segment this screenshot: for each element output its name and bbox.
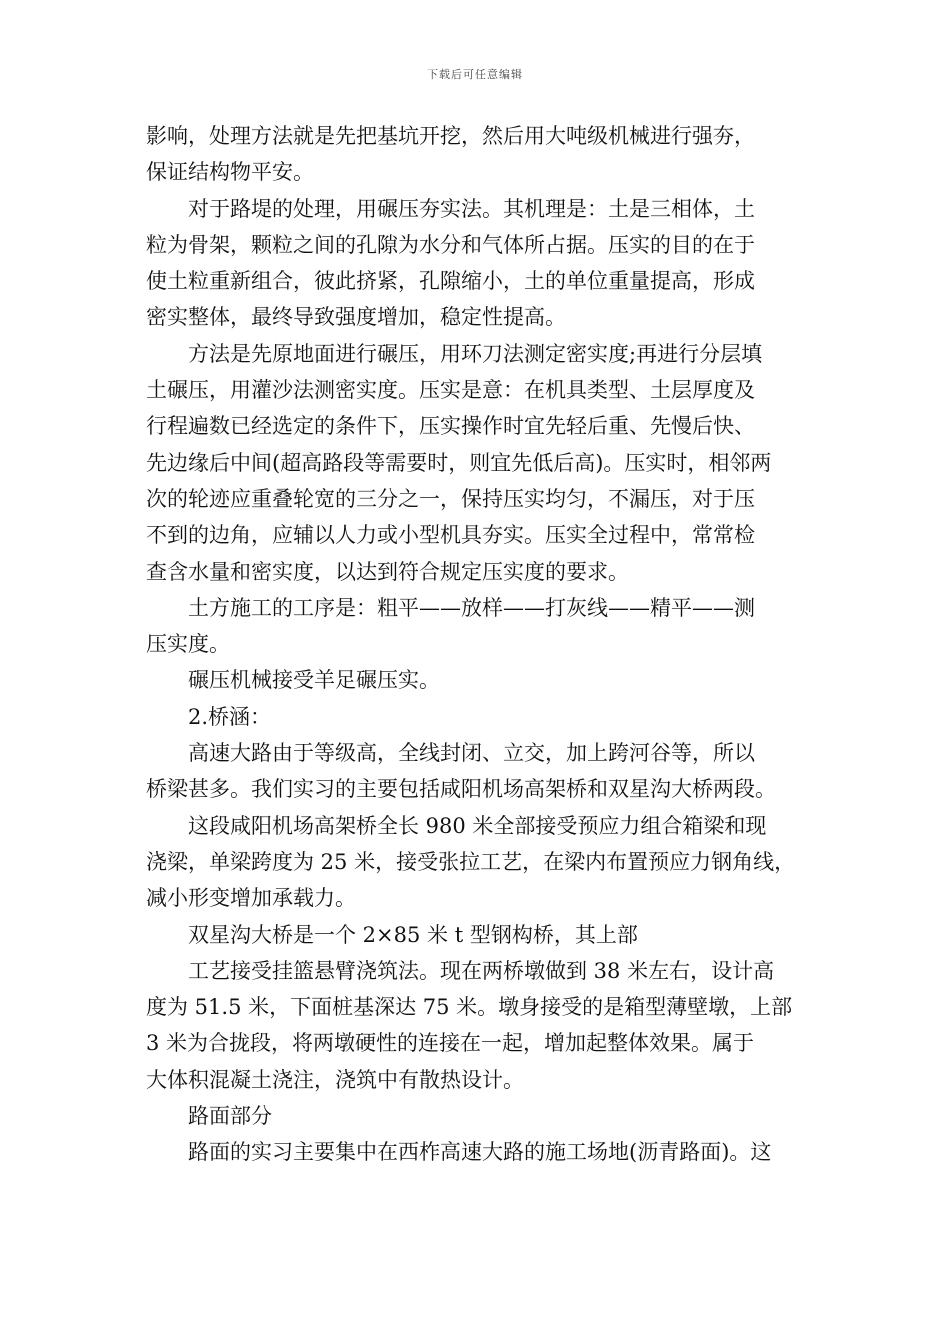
body-text xyxy=(146,118,826,1171)
text-line: 度为 51.5 米，下面桩基深达 75 米。墩身接受的是箱型薄壁墩，上部 xyxy=(146,995,793,1020)
text-line: 路面部分 xyxy=(188,1104,272,1129)
text-line: 土碾压，用灌沙法测密实度。压实是意：在机具类型、土层厚度及 xyxy=(146,378,755,403)
text-line: 压实度。 xyxy=(146,632,230,657)
text-line: 工艺接受挂篮悬臂浇筑法。现在两桥墩做到 38 米左右，设计高 xyxy=(188,958,775,983)
text-line: 影响，处理方法就是先把基坑开挖，然后用大吨级机械进行强夯， xyxy=(146,124,755,148)
text-line: 这段咸阳机场高架桥全长 980 米全部接受预应力组合箱梁和现 xyxy=(188,813,767,838)
text-line: 高速大路由于等级高，全线封闭、立交，加上跨河谷等，所以 xyxy=(188,741,755,766)
text-line: 3 米为合拢段，将两墩硬性的连接在一起，增加起整体效果。属于 xyxy=(146,1031,755,1056)
text-line: 保证结构物平安。 xyxy=(146,160,314,185)
text-line: 对于路堤的处理，用碾压夯实法。其机理是：土是三相体，土 xyxy=(188,196,755,221)
text-line: 先边缘后中间(超高路段等需要时，则宜先低后高)。压实时，相邻两 xyxy=(146,450,772,475)
text-line: 查含水量和密实度，以达到符合规定压实度的要求。 xyxy=(146,559,629,584)
text-line: 次的轮迹应重叠轮宽的三分之一，保持压实均匀，不漏压，对于压 xyxy=(146,486,755,511)
text-line: 使土粒重新组合，彼此挤紧，孔隙缩小，土的单位重量提高，形成 xyxy=(146,269,755,294)
text-line: 碾压机械接受羊足碾压实。 xyxy=(188,668,440,693)
text-line: 大体积混凝土浇注，浇筑中有散热设计。 xyxy=(146,1067,524,1092)
text-line: 密实整体，最终导致强度增加，稳定性提高。 xyxy=(146,305,566,330)
text-line: 方法是先原地面进行碾压，用环刀法测定密实度;再进行分层填 xyxy=(188,341,763,366)
text-line: 浇梁，单梁跨度为 25 米，接受张拉工艺，在梁内布置预应力钢角线， xyxy=(146,849,796,874)
text-line: 行程遍数已经选定的条件下，压实操作时宜先轻后重、先慢后快、 xyxy=(146,414,755,439)
text-line: 2.桥涵： xyxy=(188,704,272,729)
text-line: 不到的边角，应辅以人力或小型机具夯实。压实全过程中，常常检 xyxy=(146,523,755,548)
text-line: 粒为骨架，颗粒之间的孔隙为水分和气体所占据。压实的目的在于 xyxy=(146,232,755,257)
page-header-note: 下载后可任意编辑 xyxy=(427,68,523,81)
text-line: 路面的实习主要集中在西柞高速大路的施工场地(沥青路面)。这 xyxy=(188,1140,772,1165)
text-line: 桥梁甚多。我们实习的主要包括咸阳机场高架桥和双星沟大桥两段。 xyxy=(146,777,776,802)
text-line: 双星沟大桥是一个 2×85 米 t 型钢构桥，其上部 xyxy=(188,922,638,947)
text-line: 减小形变增加承载力。 xyxy=(146,886,356,911)
text-line: 土方施工的工序是：粗平——放样——打灰线——精平——测 xyxy=(188,595,755,620)
